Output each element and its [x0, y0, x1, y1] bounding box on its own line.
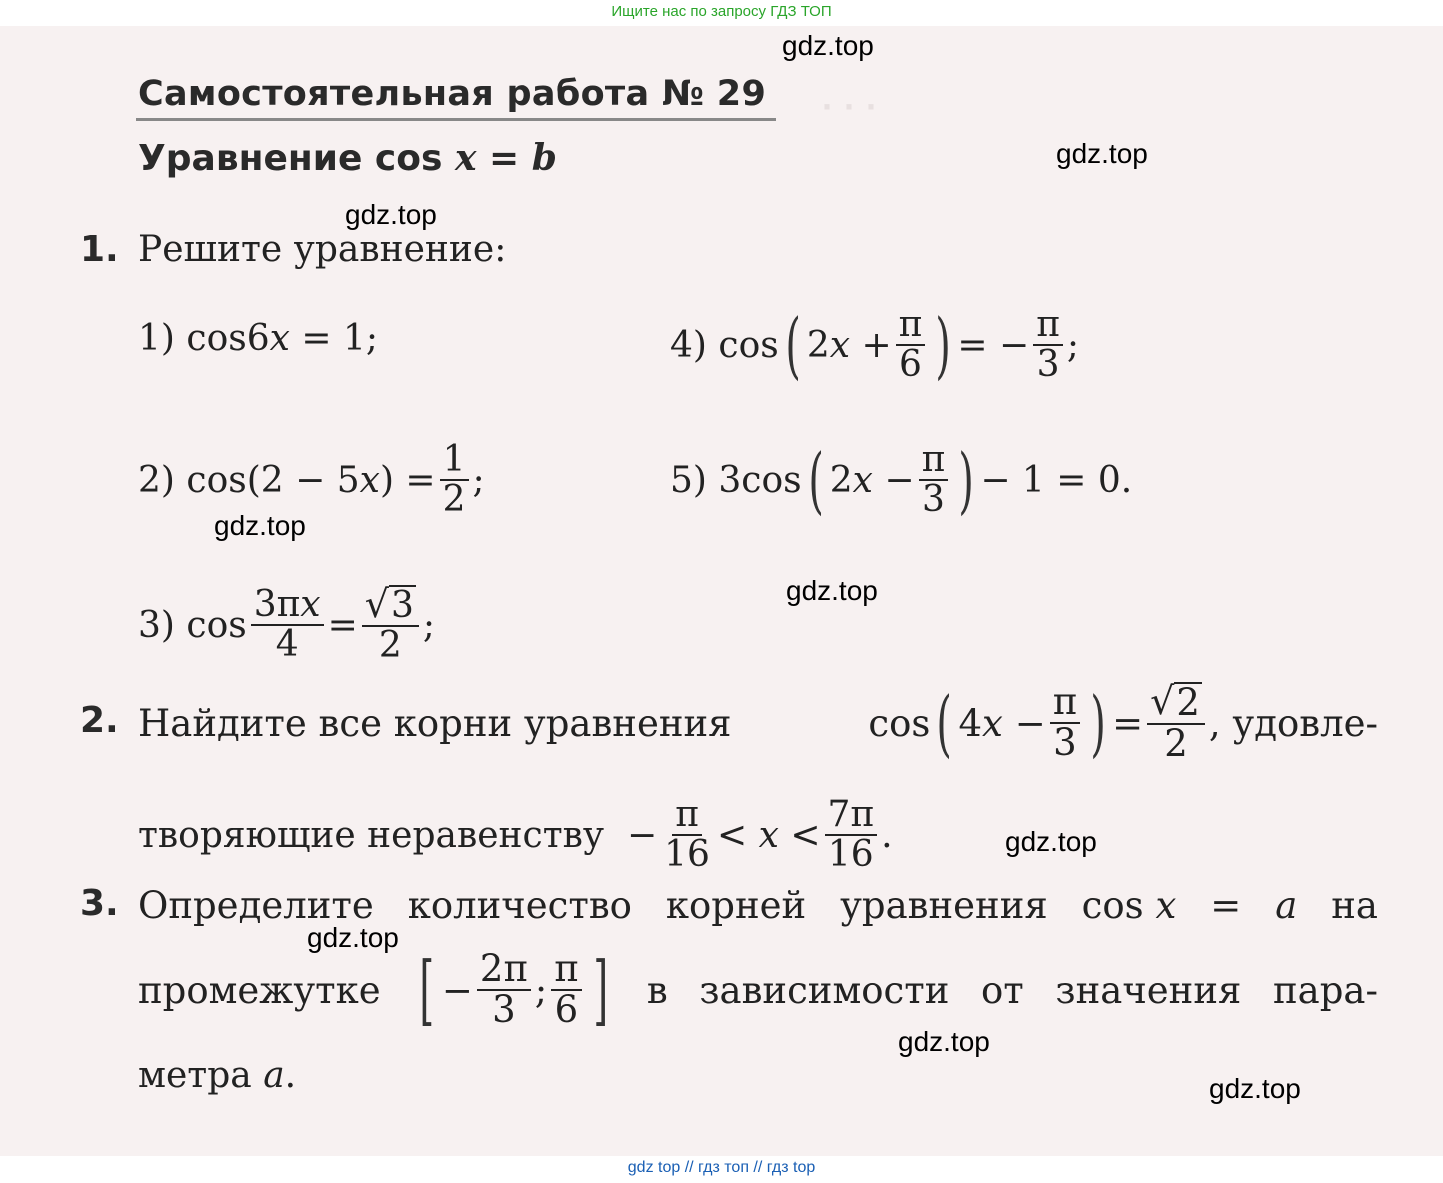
- watermark: gdz.top: [345, 199, 437, 230]
- left-paren: (: [807, 438, 824, 522]
- work-title: Самостоятельная работа № 29: [138, 74, 767, 114]
- work-subtitle: Уравнение cos x = b: [138, 137, 557, 179]
- task-1-item-1: 1) cos6 x = 1;: [138, 318, 379, 359]
- task-2-number: 2.: [80, 700, 119, 741]
- watermark: gdz.top: [786, 575, 878, 606]
- task-3-line-1: Определите количество корней уравнения cos x = a на: [138, 883, 1378, 927]
- task-3-line-3: метра a .: [138, 1054, 297, 1096]
- watermark: gdz.top: [1209, 1073, 1301, 1104]
- task-3-line-2: промежутке [ − $\frac{2\pi}{3}$ ; $\frac{\pi}{6}$ ] в зависимости от значения пара-: [138, 945, 1378, 1034]
- right-paren: ): [935, 303, 952, 387]
- task-1-number: 1.: [80, 229, 119, 270]
- task-1-item-3: 3) cos $\frac{3\pi x}{4}$ = √ 3 2 ;: [138, 582, 436, 667]
- task-2-line-2: творяющие неравенству − $\frac{\pi}{16}$ < x < $\frac{7\pi}{16}$ .: [138, 794, 893, 875]
- left-paren: (: [936, 681, 953, 765]
- right-bracket: ]: [592, 945, 608, 1034]
- footer-links[interactable]: gdz top // гдз топ // гдз top: [627, 1159, 816, 1176]
- bleed-through-text: · · ·: [820, 86, 876, 127]
- task-2-line-1: Найдите все корни уравнения cos ( 4 x − $\frac{\pi}{3}$ ) = √ 2 2 , удовле-: [138, 679, 1378, 765]
- title-underline: [136, 118, 776, 121]
- watermark: gdz.top: [1005, 826, 1097, 857]
- watermark: gdz.top: [1056, 138, 1148, 169]
- top-banner[interactable]: Ищите нас по запросу ГДЗ ТОП: [611, 3, 832, 20]
- sqrt-icon: √: [364, 582, 389, 627]
- watermark: gdz.top: [898, 1026, 990, 1057]
- watermark: gdz.top: [782, 30, 874, 61]
- right-paren: ): [1090, 681, 1106, 765]
- task-1-prompt: Решите уравнение:: [138, 229, 507, 270]
- task-1-item-4: 4) cos ( 2 x + $\frac{\pi}{6}$ ) = − $\frac{\pi}{3}$ ;: [670, 303, 1080, 387]
- left-paren: (: [785, 303, 801, 387]
- task-1-item-2: 2) cos(2 − 5 x ) = $\frac{1}{2}$ ;: [138, 439, 485, 520]
- task-1-item-5: 5) 3cos ( 2 x − $\frac{\pi}{3}$ ) − 1 = 0.: [670, 438, 1133, 522]
- watermark: gdz.top: [214, 510, 306, 541]
- task-3-number: 3.: [80, 883, 119, 924]
- left-bracket: [: [419, 945, 435, 1034]
- watermark: gdz.top: [307, 922, 399, 953]
- sqrt-icon: √: [1150, 679, 1175, 724]
- right-paren: ): [958, 438, 975, 522]
